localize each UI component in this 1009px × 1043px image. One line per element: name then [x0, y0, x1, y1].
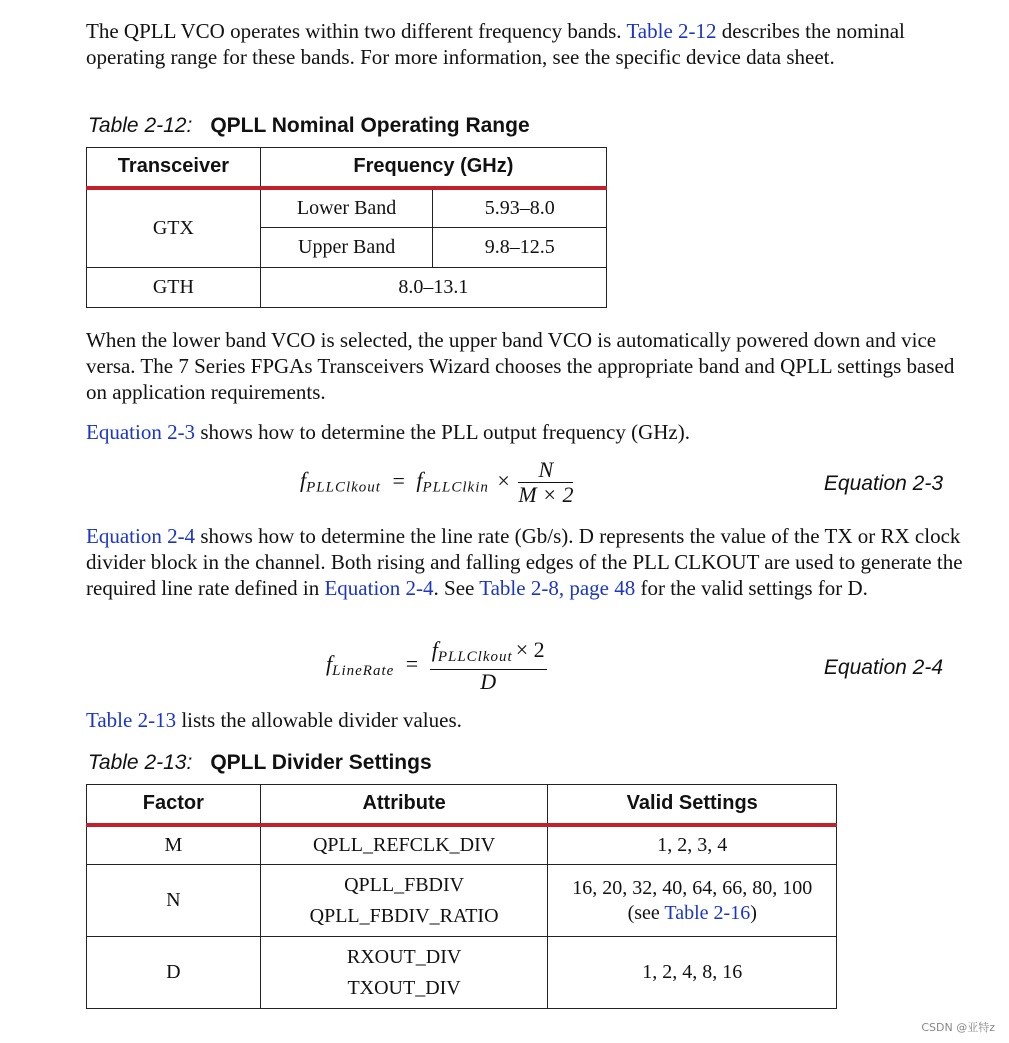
qpll-operating-range-table [86, 147, 607, 308]
equation-2-3-link[interactable]: Equation 2-3 [86, 420, 196, 444]
equation-2-4-link-2[interactable]: Equation 2-4 [324, 576, 434, 600]
cell-gth: GTH [87, 268, 261, 308]
equation-2-4-fraction: $\frac{f_{PLLClkout} \times 2}{D}$ [431, 637, 545, 694]
watermark: CSDN @亚特z [921, 1021, 995, 1034]
cell-gth-value: 8.0–13.1 [260, 268, 606, 308]
table-2-8-link[interactable]: Table 2-8, page 48 [479, 576, 636, 600]
attribute-cell: QPLL_REFCLK_DIV [260, 825, 548, 865]
table-2-13-link[interactable]: Table 2-13 [86, 708, 177, 732]
divider-intro: Table 2-13 lists the allowable divider values. [86, 708, 462, 732]
valid-settings-cell: 1, 2, 3, 4 [548, 825, 837, 865]
header-attribute: Attribute [260, 785, 548, 825]
intro-paragraph: The QPLL VCO operates within two different frequency bands. Table 2-12 describes the nominal operating range for these bands. For more information, see the specific device data sheet. [86, 19, 905, 69]
equation-2-3: $f_{PLLClkout} = f_{PLLClkin}$ × $\frac{N}{M \times 2}$ [300, 457, 574, 507]
table-row [87, 825, 837, 865]
header-valid-settings: Valid Settings [548, 785, 837, 825]
cell-upper-band-value: 9.8–12.5 [433, 228, 607, 268]
table-2-16-link[interactable]: Table 2-16 [664, 901, 751, 924]
equation-2-4-link[interactable]: Equation 2-4 [86, 524, 196, 548]
factor-cell: D [87, 937, 261, 1009]
equation-2-3-fraction: $\frac{N}{M \times 2}$ [518, 457, 574, 507]
equation-2-3-label: Equation 2-3 [823, 472, 943, 495]
qpll-divider-table [86, 784, 837, 1009]
equation-2-4-label: Equation 2-4 [823, 656, 943, 679]
table-2-12-link[interactable]: Table 2-12 [626, 19, 717, 43]
header-transceiver: Transceiver [87, 148, 261, 188]
table-2-12-caption: Table 2-12: QPLL Nominal Operating Range [88, 114, 530, 137]
cell-lower-band-value: 5.93–8.0 [433, 188, 607, 228]
equation-2-4: $f_{LineRate}$ = $\frac{f_{PLLClkout} \times 2}{D}$ [326, 637, 545, 694]
header-frequency: Frequency (GHz) [260, 148, 606, 188]
valid-settings-cell: 1, 2, 4, 8, 16 [548, 937, 837, 1009]
cell-gtx: GTX [87, 188, 261, 268]
cell-lower-band: Lower Band [260, 188, 433, 228]
header-factor: Factor [87, 785, 261, 825]
table-row [87, 865, 837, 937]
valid-settings-cell: 16, 20, 32, 40, 64, 66, 80, 100 (see Table 2-16) [548, 865, 837, 937]
cell-upper-band: Upper Band [260, 228, 433, 268]
factor-cell: M [87, 825, 261, 865]
line-rate-paragraph: Equation 2-4 shows how to determine the line rate (Gb/s). D represents the value of the TX or RX clock divider block in the channel. Both rising and falling edges of the PLL CLKOUT are used to generate the required line rate defined in Equation 2-4. See Table 2-8, page 48 for the valid settings for D. [86, 524, 963, 600]
equation-2-3-intro: Equation 2-3 shows how to determine the PLL output frequency (GHz). [86, 420, 690, 444]
table-row [87, 937, 837, 1009]
attribute-cell: QPLL_FBDIV QPLL_FBDIV_RATIO [260, 865, 548, 937]
factor-cell: N [87, 865, 261, 937]
attribute-cell: RXOUT_DIV TXOUT_DIV [260, 937, 548, 1009]
table-2-13-caption: Table 2-13: QPLL Divider Settings [88, 751, 432, 774]
band-paragraph: When the lower band VCO is selected, the upper band VCO is automatically powered down and vice versa. The 7 Series FPGAs Transceivers Wizard chooses the appropriate band and QPLL settings based on application requirements. [86, 328, 955, 404]
